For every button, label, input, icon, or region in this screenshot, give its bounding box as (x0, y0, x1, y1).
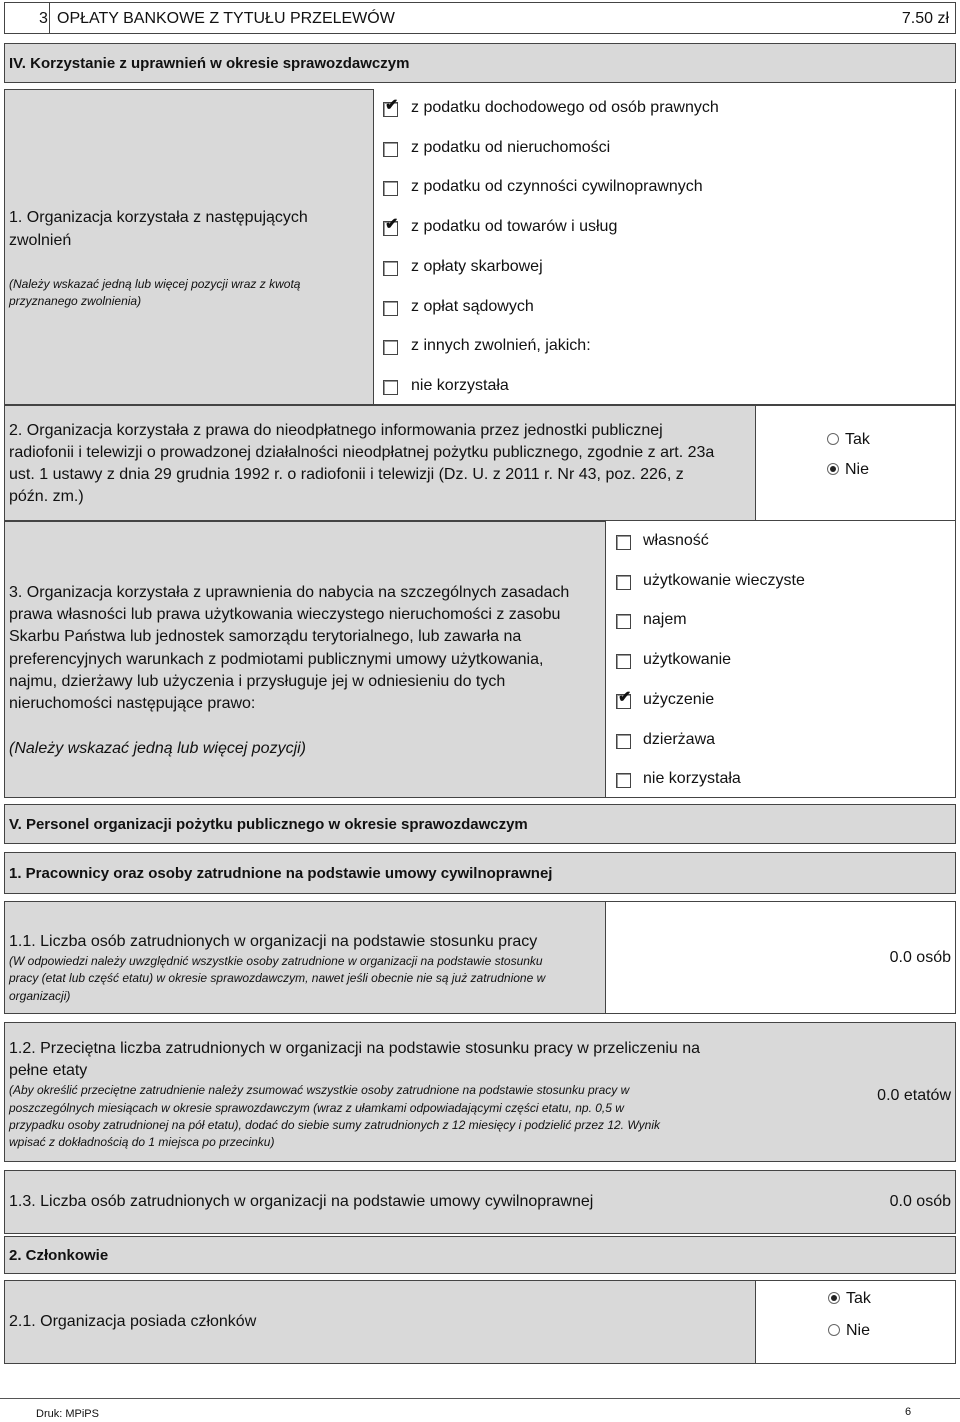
checkbox[interactable] (616, 689, 632, 709)
r13-value: 0.0 osób (889, 1193, 951, 1210)
section-v-header (4, 804, 956, 844)
footer-print: Druk: MPiPS (36, 1408, 99, 1420)
checkbox[interactable] (383, 261, 398, 276)
checkbox[interactable] (383, 380, 398, 395)
checkbox[interactable] (383, 142, 398, 157)
exemption-label: z podatku od towarów i usług (411, 218, 618, 235)
q3-text-line: 3. Organizacja korzystała z uprawnienia do nabycia na szczególnych zasadach (9, 584, 570, 601)
checkbox[interactable] (383, 97, 399, 117)
exemption-label: z innych zwolnień, jakich: (411, 337, 591, 354)
r13-title: 1.3. Liczba osób zatrudnionych w organizacji na podstawie umowy cywilnoprawnej (9, 1193, 594, 1210)
check-mark-icon: ✔ (618, 689, 632, 706)
checkbox[interactable] (616, 614, 631, 629)
checkbox[interactable] (383, 216, 399, 236)
r11-note-line: pracy (etat lub część etatu) w okresie sprawozdawczym, nawet jeśli obecnie nie są już zatrudnione w (9, 971, 546, 985)
radio-nie[interactable] (827, 463, 839, 475)
q2-question-cell (4, 405, 756, 521)
radio-tak[interactable] (827, 433, 839, 445)
q2-text-line: radiofonii i telewizji o prowadzonej działalności nieodpłatnej pożytku publicznego, zgodnie z art. 23a (9, 444, 715, 461)
radio-tak[interactable] (828, 1292, 840, 1304)
q3-text-line: najmu, dzierżawy lub użyczenia i przysługuje jej w odniesieniu do tych (9, 673, 506, 690)
r11-answer-cell (606, 901, 956, 1014)
exemption-label: z podatku od czynności cywilnoprawnych (411, 178, 703, 195)
property-right-label: nie korzystała (643, 770, 741, 787)
property-right-label: własność (643, 532, 709, 549)
q1-title-cont: zwolnień (9, 232, 72, 249)
exemption-label: z opłat sądowych (411, 298, 534, 315)
checkbox[interactable] (616, 654, 631, 669)
radio-dot (830, 466, 836, 472)
q1-options-cell (374, 89, 956, 405)
r12-note-line: poszczególnych miesiącach w okresie sprawozdawczym (wraz z ułamkami odpowiadającymi części etatu, np. 0,5 w (9, 1101, 624, 1115)
checkbox[interactable] (616, 535, 631, 550)
q1-note-cont: przyznanego zwolnienia) (9, 294, 142, 308)
radio-nie[interactable] (828, 1324, 840, 1336)
check-mark-icon: ✔ (385, 216, 399, 233)
r12-row (4, 1022, 956, 1162)
footer-rule (0, 1398, 960, 1399)
radio-tak-label: Tak (845, 431, 870, 448)
q2-text-line: ust. 1 ustawy z dnia 29 grudnia 1992 r. o radiofonii i telewizji (Dz. U. z 2011 r. Nr 43, poz. 226, z (9, 466, 684, 483)
exemption-label: z podatku od nieruchomości (411, 139, 611, 156)
sub2-header (4, 1236, 956, 1274)
q3-note: (Należy wskazać jedną lub więcej pozycji) (9, 740, 307, 757)
property-right-label: użytkowanie wieczyste (643, 572, 805, 589)
radio-tak-label: Tak (846, 1290, 871, 1307)
q3-text-line: preferencyjnych warunkach z podmiotami publicznymi umowy użytkowania, (9, 651, 544, 668)
r11-note-line: (W odpowiedzi należy uwzględnić wszystkie osoby zatrudnione w organizacji na podstawie stosunku (9, 954, 543, 968)
checkbox[interactable] (383, 340, 398, 355)
checkbox[interactable] (616, 773, 631, 788)
q1-note: (Należy wskazać jedną lub więcej pozycji wraz z kwotą (9, 277, 301, 291)
radio-nie-label: Nie (845, 461, 870, 478)
property-right-label: najem (643, 611, 687, 628)
checkbox[interactable] (616, 575, 631, 590)
radio-nie-label: Nie (846, 1322, 871, 1339)
row-label: OPŁATY BANKOWE Z TYTUŁU PRZELEWÓW (57, 10, 395, 27)
q3-text-line: prawa własności lub prawa użytkowania wieczystego nieruchomości z zasobu (9, 606, 561, 623)
r11-value: 0.0 osób (889, 949, 951, 966)
r21-title: 2.1. Organizacja posiada członków (9, 1313, 257, 1330)
r12-title-cont: pełne etaty (9, 1062, 88, 1079)
r12-note-line: (Aby określić przeciętne zatrudnienie należy zsumować wszystkie osoby zatrudnione na podstawie stosunku pracy w (9, 1083, 630, 1097)
sub1-title: 1. Pracownicy oraz osoby zatrudnione na podstawie umowy cywilnoprawnej (9, 865, 553, 882)
sub1-header (4, 852, 956, 894)
r12-note-line: wpisać z dokładnością do 1 miejsca po przecinku) (9, 1135, 275, 1149)
r11-note-line: organizacji) (9, 989, 71, 1003)
checkbox[interactable] (383, 301, 398, 316)
sub2-title: 2. Członkowie (9, 1247, 109, 1264)
r21-answer-cell (756, 1280, 956, 1364)
row-number: 3 (39, 10, 48, 27)
r12-value: 0.0 etatów (877, 1087, 951, 1104)
q1-title: 1. Organizacja korzystała z następujących (9, 209, 308, 226)
q3-text-line: nieruchomości następujące prawo: (9, 695, 256, 712)
row-value: 7.50 zł (901, 10, 949, 27)
q2-text-line: późn. zm.) (9, 488, 84, 505)
section-iv-header (4, 43, 956, 83)
exemption-label: nie korzystała (411, 377, 509, 394)
page-number: 6 (905, 1406, 912, 1418)
section-iv-title: IV. Korzystanie z uprawnień w okresie sprawozdawczym (9, 55, 410, 72)
r11-title: 1.1. Liczba osób zatrudnionych w organizacji na podstawie stosunku pracy (9, 933, 538, 950)
q3-question-cell (4, 521, 606, 798)
r13-row (4, 1170, 956, 1234)
exemption-label: z podatku dochodowego od osób prawnych (411, 99, 719, 116)
r11-question-cell (4, 901, 606, 1014)
checkbox[interactable] (616, 734, 631, 749)
exemption-label: z opłaty skarbowej (411, 258, 543, 275)
property-right-label: użyczenie (643, 691, 715, 708)
property-right-label: użytkowanie (643, 651, 732, 668)
radio-dot (831, 1295, 837, 1301)
r21-question-cell (4, 1280, 756, 1364)
property-right-label: dzierżawa (643, 731, 716, 748)
check-mark-icon: ✔ (385, 97, 399, 114)
checkbox[interactable] (383, 181, 398, 196)
q2-answer-cell (756, 405, 956, 521)
row-bank-fees (4, 2, 956, 34)
r12-title: 1.2. Przeciętna liczba zatrudnionych w organizacji na podstawie stosunku pracy w przeliczeniu na (9, 1040, 701, 1057)
section-v-title: V. Personel organizacji pożytku publicznego w okresie sprawozdawczym (9, 816, 528, 833)
q1-question-cell (4, 89, 374, 405)
q3-text-line: Skarbu Państwa lub jednostek samorządu terytorialnego, lub zawarła na (9, 628, 522, 645)
q2-text-line: 2. Organizacja korzystała z prawa do nieodpłatnego informowania przez jednostki publicznej (9, 422, 663, 439)
r12-note-line: przypadku osoby zatrudnionej na pół etatu), dodać do siebie sumy zatrudnionych z 12 miesięcy i podzielić przez 12. Wynik (9, 1118, 661, 1132)
